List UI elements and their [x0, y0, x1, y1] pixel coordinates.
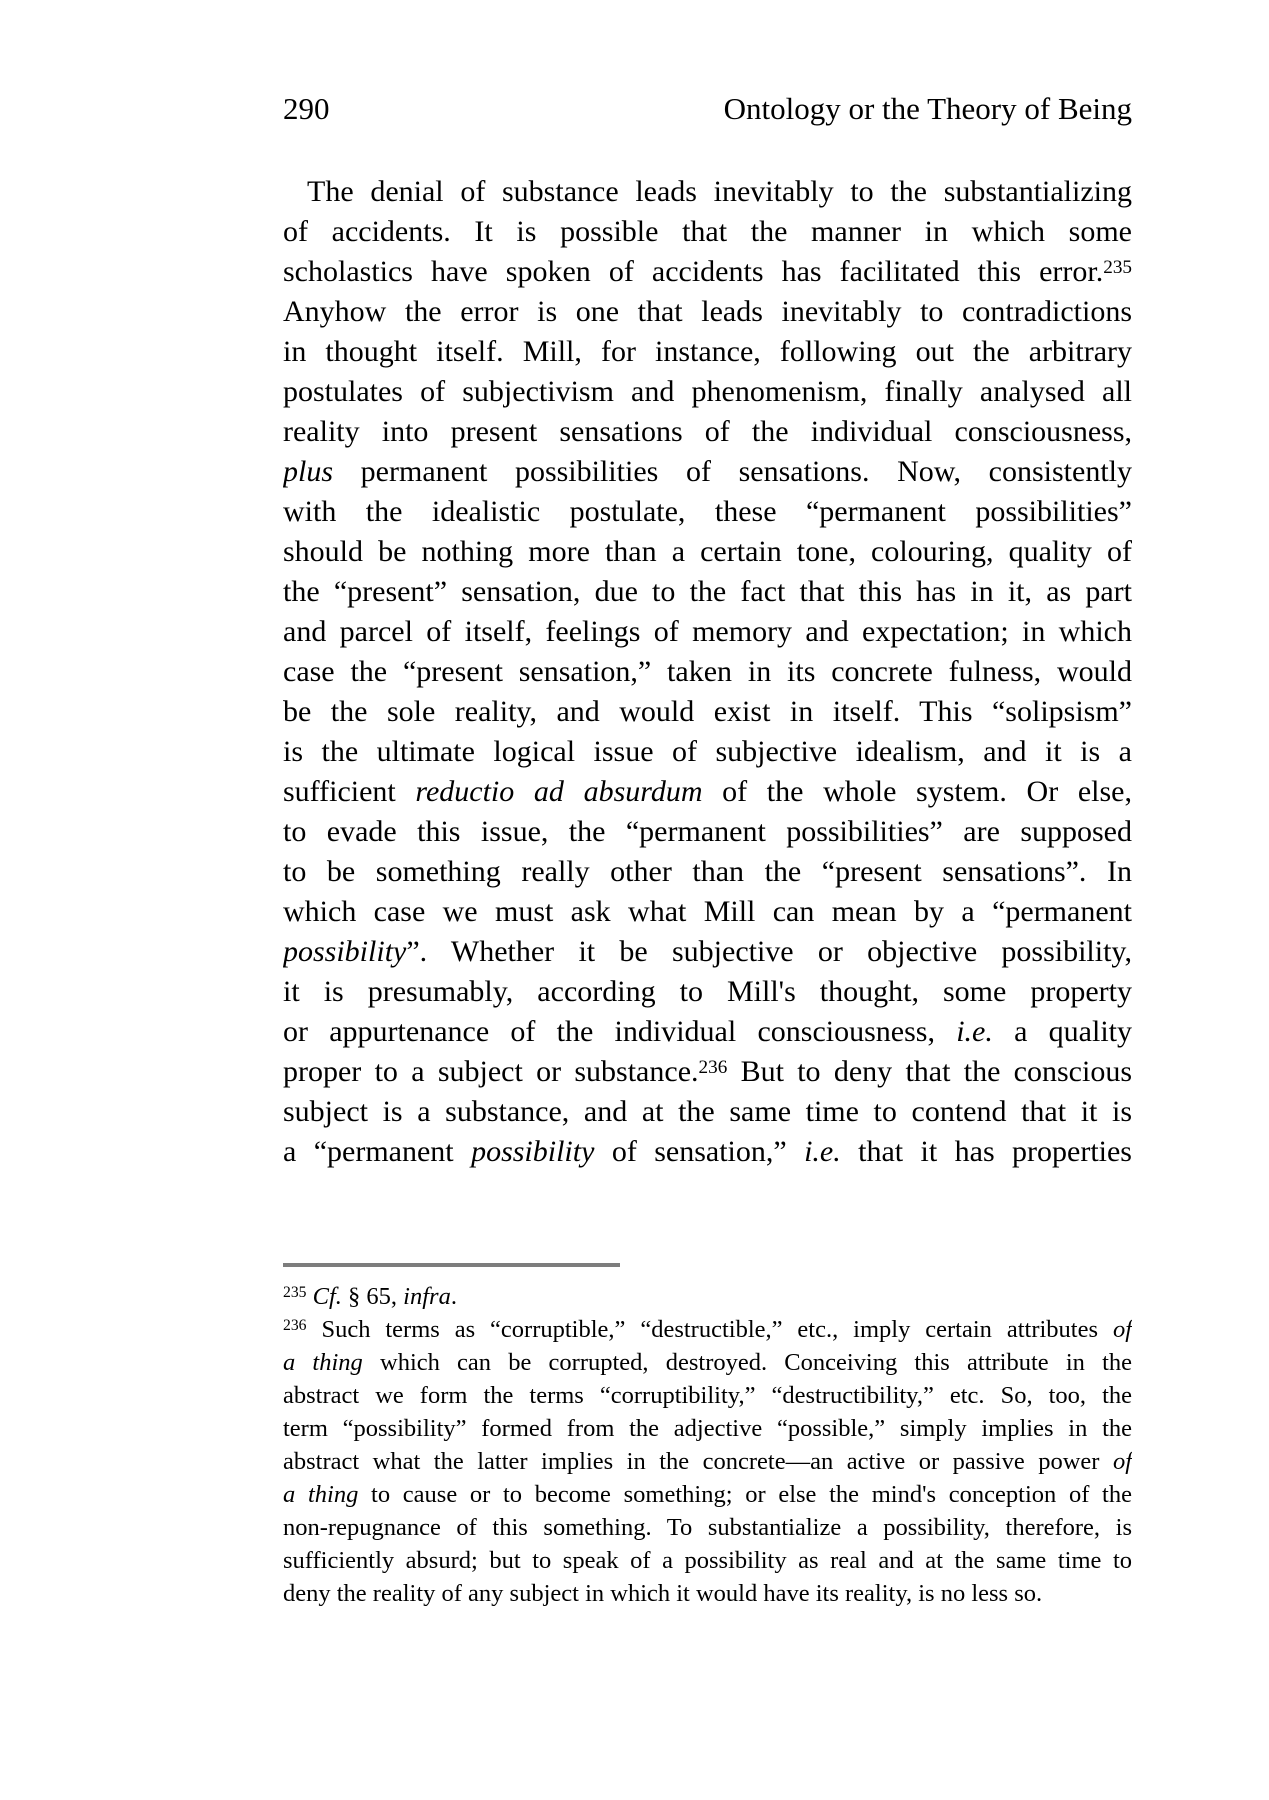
footnote-235: [283, 1280, 1132, 1313]
body-line: [283, 812, 1132, 852]
body-line: [283, 452, 1132, 492]
footnote-separator: [283, 1263, 620, 1267]
text-run: it is presumably, according to Mill's thought, some property: [283, 975, 1132, 1008]
text-run: postulates of subjectivism and phenomenism, finally analysed all: [283, 375, 1132, 408]
italic-run: possibility: [283, 935, 407, 968]
text-run: permanent possibilities of sensations. Now, consistently: [333, 455, 1132, 488]
footnote-marker-236: 236: [283, 1317, 307, 1335]
body-line: [283, 732, 1132, 772]
text-run: sufficiently absurd; but to speak of a possibility as real and at the same time to: [283, 1547, 1132, 1574]
text-run: with the idealistic postulate, these “permanent possibilities”: [283, 495, 1132, 528]
footnote-236-line: [283, 1346, 1132, 1379]
italic-run: of: [1112, 1448, 1132, 1475]
body-text: [283, 172, 1132, 1172]
page-number: 290: [283, 91, 330, 126]
text-run: Anyhow the error is one that leads inevitably to contradictions: [283, 295, 1132, 328]
text-run: to cause or to become something; or else the mind's conception of the: [358, 1481, 1132, 1508]
body-line: [283, 372, 1132, 412]
text-run: a quality: [992, 1015, 1132, 1048]
text-run: is the ultimate logical issue of subjective idealism, and it is a: [283, 735, 1132, 768]
text-run: and parcel of itself, feelings of memory and expectation; in which: [283, 615, 1132, 648]
body-line: [283, 852, 1132, 892]
body-line: [283, 332, 1132, 372]
body-line: [283, 1052, 1132, 1092]
text-run: The denial of substance leads inevitably to the substantializing: [307, 175, 1132, 208]
body-line: [283, 612, 1132, 652]
body-line: [283, 492, 1132, 532]
body-line: [283, 1132, 1132, 1172]
italic-run: plus: [283, 455, 334, 488]
body-line: [283, 972, 1132, 1012]
footnote-236-line: [283, 1379, 1132, 1412]
footnote-236-line: [283, 1313, 1132, 1346]
text-run: of sensation,”: [594, 1135, 805, 1168]
text-run: or appurtenance of the individual consciousness,: [283, 1015, 957, 1048]
text-run: .: [450, 1283, 457, 1310]
text-run: sufficient: [283, 775, 416, 808]
text-run: abstract what the latter implies in the concrete—an active or passive power: [283, 1448, 1113, 1475]
footnote-ref-235: 235: [1103, 256, 1132, 278]
italic-run: a thing: [283, 1481, 359, 1508]
text-run: of the whole system. Or else,: [702, 775, 1132, 808]
text-run: subject is a substance, and at the same time to contend that it is: [283, 1095, 1132, 1128]
body-line: [283, 1092, 1132, 1132]
footnote-ref-236: 236: [698, 1056, 728, 1078]
page-header: [283, 92, 1132, 126]
body-line: [283, 212, 1132, 252]
text-run: deny the reality of any subject in which it would have its reality, is no less so.: [283, 1580, 1043, 1607]
body-line: [283, 652, 1132, 692]
text-run: abstract we form the terms “corruptibility,” “destructibility,” etc. So, too, the: [283, 1382, 1132, 1409]
text-run: to evade this issue, the “permanent possibilities” are supposed: [283, 815, 1132, 848]
running-title: Ontology or the Theory of Being: [723, 91, 1132, 126]
text-run: scholastics have spoken of accidents has facilitated this error.: [283, 255, 1104, 288]
footnote-236-line: [283, 1511, 1132, 1544]
body-line: [283, 532, 1132, 572]
body-line: [283, 772, 1132, 812]
text-run: § 65,: [341, 1283, 404, 1310]
text-run: the “present” sensation, due to the fact that this has in it, as part: [283, 575, 1132, 608]
body-line: [283, 252, 1132, 292]
italic-run: possibility: [471, 1135, 595, 1168]
italic-run: of: [1112, 1316, 1132, 1343]
text-run: proper to a subject or substance.: [283, 1055, 699, 1088]
text-run: reality into present sensations of the individual consciousness,: [283, 415, 1132, 448]
text-run: ”. Whether it be subjective or objective possibility,: [406, 935, 1132, 968]
text-run: case the “present sensation,” taken in its concrete fulness, would: [283, 655, 1132, 688]
footnote-236-line: [283, 1544, 1132, 1577]
text-run: that it has properties: [840, 1135, 1132, 1168]
italic-run: Cf.: [312, 1283, 342, 1310]
footnote-236-line: [283, 1412, 1132, 1445]
text-run: of accidents. It is possible that the manner in which some: [283, 215, 1132, 248]
body-line: [283, 292, 1132, 332]
footnote-marker-235: 235: [283, 1284, 307, 1302]
italic-run: i.e.: [804, 1135, 841, 1168]
text-run: should be nothing more than a certain tone, colouring, quality of: [283, 535, 1132, 568]
footnote-236-line: [283, 1445, 1132, 1478]
body-line: [283, 932, 1132, 972]
text-run: Such terms as “corruptible,” “destructible,” etc., imply certain attributes: [306, 1316, 1113, 1343]
text-run: But to deny that the conscious: [727, 1055, 1132, 1088]
body-line: [283, 572, 1132, 612]
text-run: non-repugnance of this something. To substantialize a possibility, therefore, is: [283, 1514, 1132, 1541]
text-run: which can be corrupted, destroyed. Conceiving this attribute in the: [362, 1349, 1132, 1376]
body-line: [283, 172, 1132, 212]
italic-run: a thing: [283, 1349, 363, 1376]
italic-run: reductio ad absurdum: [415, 775, 703, 808]
body-line: [283, 1012, 1132, 1052]
body-line: [283, 892, 1132, 932]
italic-run: infra: [403, 1283, 451, 1310]
text-run: term “possibility” formed from the adjective “possible,” simply implies in the: [283, 1415, 1132, 1442]
text-run: be the sole reality, and would exist in itself. This “solipsism”: [283, 695, 1132, 728]
text-run: which case we must ask what Mill can mean by a “permanent: [283, 895, 1132, 928]
italic-run: i.e.: [956, 1015, 993, 1048]
body-line: [283, 692, 1132, 732]
body-line: [283, 412, 1132, 452]
text-run: a “permanent: [283, 1135, 472, 1168]
footnote-236-line: [283, 1478, 1132, 1511]
footnotes-section: [283, 1280, 1132, 1610]
footnote-236-line: [283, 1577, 1132, 1610]
text-run: to be something really other than the “present sensations”. In: [283, 855, 1132, 888]
text-run: in thought itself. Mill, for instance, following out the arbitrary: [283, 335, 1132, 368]
